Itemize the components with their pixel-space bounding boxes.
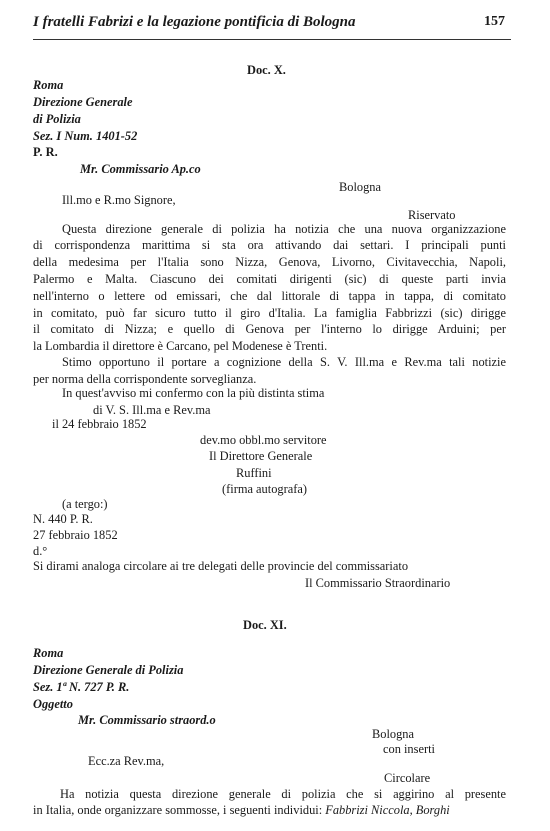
doc10-meta-section: Sez. I Num. 1401-52 (33, 129, 138, 143)
doc10-date: il 24 febbraio 1852 (52, 417, 147, 431)
doc10-note-sign: Il Commissario Straordinario (305, 576, 451, 590)
doc10-body-line: nell'interno o lettere od emissari, che dal littorale di tappa in tappa, di comitato (33, 289, 506, 303)
doc10-meta-place: Roma (33, 78, 64, 92)
doc11-meta-subject: Oggetto (33, 697, 73, 711)
doc10-salutation: Ill.mo e R.mo Signore, (62, 193, 176, 207)
doc11-body-names: Fabbrizi Niccola, Borghi (325, 803, 450, 817)
doc11-type: Circolare (384, 771, 431, 785)
doc10-verso: (a tergo:) (62, 497, 108, 511)
doc10-body2-line: Stimo opportuno il portare a cognizione della S. V. Ill.ma e Rev.ma tali notizie (62, 355, 506, 369)
doc10-verso: d.° (33, 544, 48, 558)
doc10-sign-line: Il Direttore Generale (209, 449, 313, 463)
doc10-sign-line: dev.mo obbl.mo servitore (200, 433, 327, 447)
doc10-city: Bologna (339, 180, 381, 194)
doc10-sign-name: Ruffini (236, 466, 272, 480)
page-number: 157 (484, 14, 505, 29)
doc10-body-line: Palermo e Malta. Ciascuno dei comitati dirigenti (sic) di queste parti invia (33, 272, 506, 286)
doc10-verso: 27 febbraio 1852 (33, 528, 118, 542)
doc11-body-line (33, 801, 450, 819)
doc11-city: Bologna (372, 727, 414, 741)
doc11-addressee: Mr. Commissario straord.o (78, 713, 216, 727)
header-rule (33, 39, 511, 40)
doc10-body-line: della medesima per l'Italia sono Nizza, Genova, Livorno, Civitavecchia, Napoli, (33, 255, 506, 269)
doc10-body-line: in comitato, può far sicuro tutto il giro d'Italia. La famiglia Fabbrizzi (sic) dirigge (33, 306, 506, 320)
doc11-heading: Doc. XI. (243, 618, 287, 632)
running-title: I fratelli Fabrizi e la legazione pontificia di Bologna (33, 14, 356, 30)
doc10-meta-dept: Direzione Generale (33, 95, 133, 109)
doc11-body-text: in Italia, onde organizzare sommosse, i seguenti individui: (33, 803, 326, 817)
doc11-salutation: Ecc.za Rev.ma, (88, 754, 165, 768)
doc10-verso: N. 440 P. R. (33, 512, 93, 526)
doc10-closing: In quest'avviso mi confermo con la più distinta stima (62, 386, 325, 400)
doc10-note: Si dirami analoga circolare ai tre delegati delle provincie del commissariato (33, 559, 409, 573)
doc11-meta-place: Roma (33, 646, 64, 660)
doc10-body-line: la Lombardia il direttore è Carcano, pel Modenese è Trenti. (33, 339, 328, 353)
doc11-meta-dept: Direzione Generale di Polizia (33, 663, 184, 677)
doc11-body-line: Ha notizia questa direzione generale di polizia che si aggirino al presente (60, 787, 506, 801)
doc10-heading: Doc. X. (247, 63, 286, 77)
doc10-sign-note: (firma autografa) (222, 482, 307, 496)
doc10-body-line: di corrispondenza marittima si sta ora attivando dai settari. I principali punti (33, 238, 506, 252)
doc10-body-line: il comitato di Nizza; e quello di Genova per l'interno lo dirigge Arduini; per (33, 322, 506, 336)
doc11-meta-section: Sez. 1ª N. 727 P. R. (33, 680, 130, 694)
doc10-confidential: Riservato (408, 208, 456, 222)
doc11-enclosure: con inserti (383, 742, 435, 756)
doc10-closing2: di V. S. Ill.ma e Rev.ma (93, 403, 211, 417)
doc10-body2-line: per norma della corrispondente sorveglianza. (33, 372, 257, 386)
doc10-meta-pr: P. R. (33, 145, 58, 159)
doc10-body-line: Questa direzione generale di polizia ha notizia che una nuova organizzazione (62, 222, 506, 236)
doc10-addressee: Mr. Commissario Ap.co (80, 162, 201, 176)
doc10-meta-dept2: di Polizia (33, 112, 81, 126)
